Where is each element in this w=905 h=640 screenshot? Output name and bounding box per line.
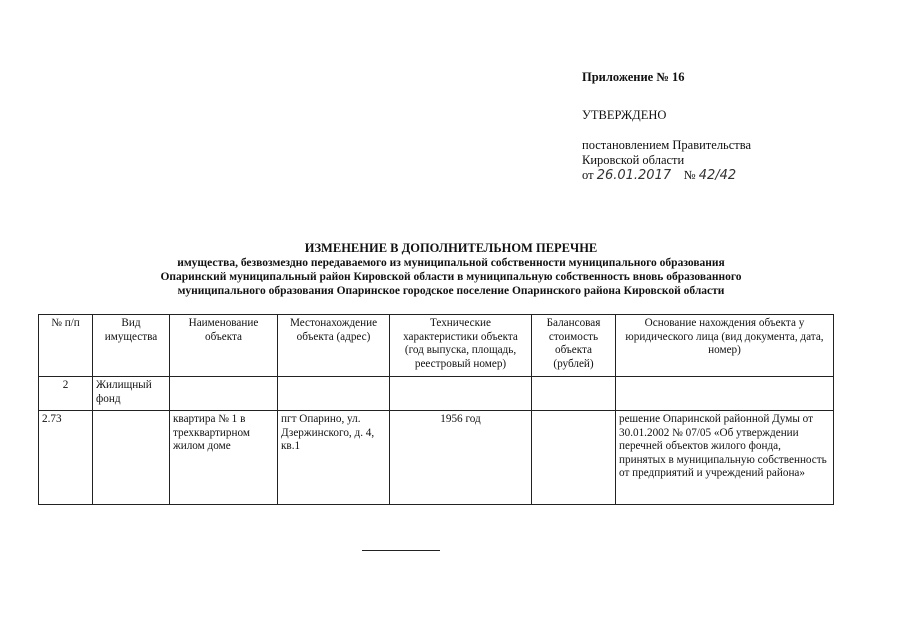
row-type: Жилищный фонд [93, 377, 170, 411]
subtitle-line-3: муниципального образования Опаринское городское поселение Опаринского района Кировской области [177, 285, 725, 297]
property-table [38, 314, 834, 505]
row-type [93, 411, 170, 505]
number-prefix: № [683, 168, 696, 182]
table-row [39, 377, 834, 411]
row-address [278, 377, 390, 411]
date-prefix: от [582, 168, 594, 182]
region-line: Кировской области [582, 153, 685, 167]
table-row [39, 411, 834, 505]
header-cell-number: № п/п [39, 315, 93, 377]
row-name: квартира № 1 в трехквартирном жилом доме [170, 411, 278, 505]
closing-divider [362, 550, 440, 551]
row-basis [616, 377, 834, 411]
decree-line: постановлением Правительства [582, 138, 752, 152]
row-specs: 1956 год [390, 411, 532, 505]
approved-stamp: УТВЕРЖДЕНО [582, 108, 667, 122]
subtitle-line-1: имущества, безвозмездно передаваемого из муниципальной собственности муниципального образования [177, 257, 725, 269]
header-cell-value: Балансовая стоимость объекта (рублей) [532, 315, 616, 377]
row-value [532, 411, 616, 505]
header-cell-address: Местонахождение объекта (адрес) [278, 315, 390, 377]
row-specs [390, 377, 532, 411]
header-cell-basis: Основание нахождения объекта у юридического лица (вид документа, дата, номер) [616, 315, 834, 377]
row-number: 2 [39, 377, 93, 411]
handwritten-date: 26.01.2017 [596, 168, 672, 183]
handwritten-number: 42/42 [698, 168, 737, 183]
date-number-line [582, 168, 736, 183]
table-header-row [39, 315, 834, 377]
document-title-block [40, 241, 862, 298]
appendix-number: Приложение № 16 [582, 70, 685, 84]
row-number: 2.73 [39, 411, 93, 505]
document-title: ИЗМЕНЕНИЕ В ДОПОЛНИТЕЛЬНОМ ПЕРЕЧНЕ [304, 241, 598, 255]
header-cell-type: Вид имущества [93, 315, 170, 377]
row-address: пгт Опарино, ул. Дзержинского, д. 4, кв.1 [278, 411, 390, 505]
row-value [532, 377, 616, 411]
row-basis: решение Опаринской районной Думы от 30.01.2002 № 07/05 «Об утверждении перечней объектов жилого фонда, принятых в муниципальную собственность от предприятий и учреждений района» [616, 411, 834, 505]
header-cell-specs: Технические характеристики объекта (год выпуска, площадь, реестровый номер) [390, 315, 532, 377]
row-name [170, 377, 278, 411]
header-cell-name: Наименование объекта [170, 315, 278, 377]
subtitle-line-2: Опаринский муниципальный район Кировской области в муниципальную собственность вновь образованного [160, 271, 742, 283]
